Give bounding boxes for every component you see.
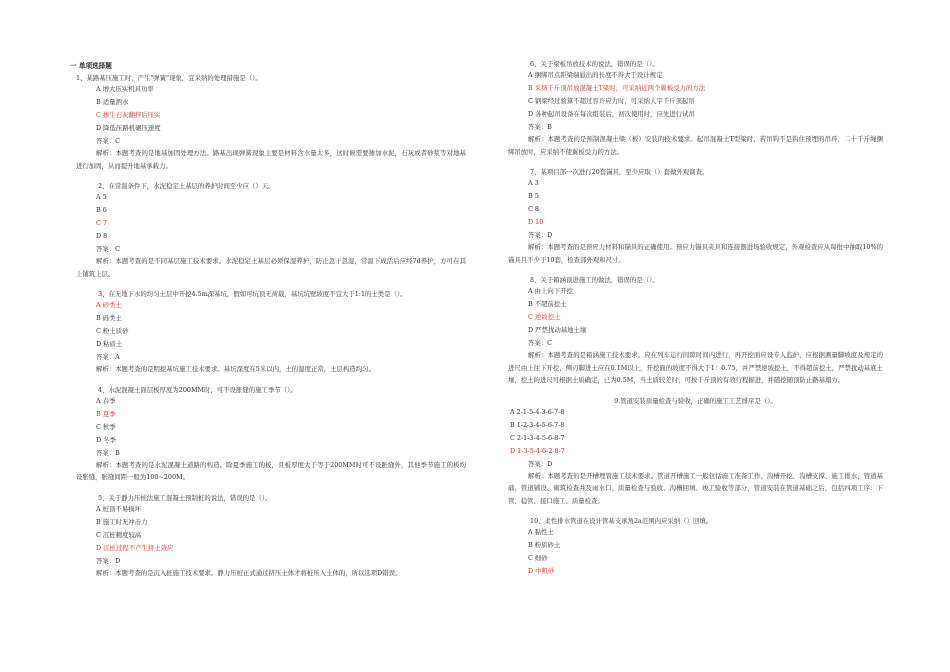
left-column — [70, 60, 466, 589]
answer-option: D 降低压路机碾压速度 — [96, 124, 161, 132]
explanation: 解析：本题考查的是预制混凝土梁（板）安装的技术要求。起吊混凝土T型梁时，若吊钩不是钩住预埋的吊环，二十千斤绳捆绑吊放时，应采纳不使翼板受力的方法。 — [508, 135, 883, 156]
answer-option: B 施工时无冲击力 — [96, 517, 148, 526]
answer-option: C 沉桩精度较高 — [96, 530, 142, 539]
question-block — [76, 74, 466, 172]
question-stem: 1、某路基压施工时，产生"弹簧"现象，宜采纳的处理措施是（）。 — [76, 74, 262, 82]
question-block — [76, 290, 466, 376]
answer-line: 答案：C — [96, 137, 121, 145]
question-stem: 3、在无地下水的均匀土层中开挖4.5m深基坑，假如可坑顶无荷载，基坑坑壁坡度不宜大于1:1的土类是（）。 — [98, 290, 407, 298]
answer-line: 答案：B — [528, 123, 552, 131]
question-block — [508, 168, 883, 266]
right-column — [508, 60, 883, 588]
explanation: 解析：本题考查的是箱涵施工技术要求。应在列车运行间隙时间内进行，再开挖面应设专人监护，应根据测量脚坡度及规定的进尺由上往下开挖，侧刃脚进土应在0.1M以上，开挖面的坡度不得大于1：0.75，并严禁逆坡挖土，不得超前挖土，严禁扰动基底土壤，挖土的进尺可根据土质确定，已为0.5M，当土质较差时，可按千斤顶的有效行程掘进，并随挖随顶防止路基塌方。 — [508, 351, 883, 384]
answer-line: 答案：D — [528, 459, 553, 468]
explanation: 解析：本题考查的是沉入桩施工技术要求。静力压桩正式通过挤压土体才将桩压入土体的，所以选项D错误。 — [96, 568, 402, 577]
question-block — [76, 182, 466, 280]
answer-option: D 10 — [528, 218, 544, 226]
explanation: 解析：本题考查的是开槽埋管施工技术要求。管道开槽施工一般包括施工准备工作、沟槽开挖、沟槽支撑、施工排水、管道基础、管道铺设、砌筑检查井及雨水口、质量检查与验收、沟槽回填、竣工验收等部分，管道安装在管道基础之后，包括四项工序：下管、稳管、接口施工、质量检查。 — [508, 471, 883, 505]
question-block — [508, 60, 883, 158]
answer-option: A 黏性土 — [528, 528, 554, 536]
answer-option: B 5 — [528, 192, 539, 200]
answer-option: C 掺生石灰翻拌后压实 — [96, 111, 161, 119]
answer-option: A 春季 — [96, 396, 116, 405]
explanation: 解析：本题考查的是不同基层施工技术要求。水泥稳定土基层必须保湿养护，防止忽干忽湿，常温下成活后应经7d养护，方可在其上铺筑上层。 — [76, 257, 466, 278]
answer-option: A 5 — [96, 193, 107, 201]
answer-option: D 粘质土 — [96, 340, 123, 348]
explanation: 解析：本题考查的是地基加固处理方法。路基出现弹簧现象主要是材料含水量太多，这时候需要掺加水泥，石灰或者砂浆等对地基进行加固，从而提升地基承载力。 — [76, 149, 466, 170]
answer-option: C 2-1-3-4-5-6-8-7 — [510, 433, 565, 442]
question-block — [508, 397, 883, 508]
question-block — [508, 276, 883, 387]
answer-option: D 冬季 — [96, 435, 116, 444]
answer-option: A 3 — [528, 179, 539, 187]
section-title: 一 单项选择题 — [70, 62, 112, 70]
answer-option: A 由上向下开挖 — [528, 287, 573, 295]
question-block — [76, 494, 466, 580]
answer-option: C 逆坡挖土 — [528, 313, 561, 321]
answer-option: D 严禁扰动基地土壤 — [528, 326, 587, 334]
answer-line: 答案：D — [96, 556, 121, 565]
answer-option: A 增大压实机具功率 — [96, 85, 154, 93]
question-stem: 9.管道安装质量检查与验收，正确的施工工艺排序是（）。 — [614, 396, 777, 405]
answer-option: B 采纳千斤顶吊放混凝土T梁时，可采纳近两个翼板受力的方法 — [528, 84, 706, 92]
question-stem: 7、某项目部一次进行20套锚具，至少应取（）套做外观调查。 — [530, 168, 709, 176]
answer-option: C 钢梁经过验算不超过容许应力时，可采纳人字千斤顶起吊 — [528, 97, 695, 105]
answer-option: B 6 — [96, 206, 107, 214]
answer-line: 答案：D — [528, 231, 553, 239]
explanation: 解析：本题考查的是水泥混凝土道路的构造。除夏季施工的板，且板厚度大于等于200MM时可不设胀缝外，其他季节施工的板均设胀缝，胀缝间距一般为100~200M。 — [76, 460, 466, 481]
answer-option: D 各种起吊设备在每次组装后，初次使用时，应先进行试吊 — [528, 110, 695, 118]
answer-line: 答案：C — [96, 245, 121, 253]
answer-option: C 秋季 — [96, 422, 116, 431]
answer-option: B 夏季 — [96, 409, 116, 418]
answer-option: A 捆绑吊点距梁端悬出的长度不得大于设计规定 — [528, 71, 663, 79]
answer-option: D 8 — [96, 232, 108, 240]
answer-option: D 中粗砂 — [528, 567, 555, 575]
answer-option: B 粉质砂土 — [528, 541, 561, 549]
answer-line: 答案：A — [96, 353, 120, 361]
answer-option: B 砾类土 — [96, 314, 122, 322]
answer-option: C 细砂 — [528, 554, 548, 562]
answer-option: B 1-2-3-4-5-6-7-8 — [510, 420, 565, 429]
answer-line: 答案：B — [96, 448, 120, 457]
question-stem: 6、关于梁板吊放技术的说法，错误的是（）。 — [530, 60, 659, 68]
answer-line: 答案：C — [528, 339, 553, 347]
answer-option: C 粉土质砂 — [96, 327, 129, 335]
question-stem: 4、水泥混凝土面层板厚度为200MM时，可不设胀缝的施工季节（）。 — [98, 385, 297, 394]
explanation: 解析：本题考查的是预应力材料和锚具的正确使用。预应力锚具夹具和连接器进场验收规定，外观检查应从每批中抽取10%的锚具且不少于10套，检查部外观和尺寸。 — [508, 243, 883, 264]
answer-option: A 2-1-5-4-3-6-7-8 — [510, 407, 565, 416]
answer-option: B 适量洒水 — [96, 98, 129, 106]
question-block — [508, 517, 883, 578]
answer-option: D 沉桩过程不产生挤土效应 — [96, 543, 174, 552]
question-block — [76, 386, 466, 484]
question-stem: 2、在常温条件下，水泥稳定土基层的养护时间至少应（）天。 — [98, 182, 275, 190]
explanation: 解析：本题考查的是明挖基坑施工技术要求。基坑深度在5米以内，土的湿度正常，土层构造均匀。 — [96, 365, 375, 373]
answer-option: B 不超前挖土 — [528, 300, 567, 308]
answer-option: C 8 — [528, 205, 539, 213]
question-stem: 8、关于箱涵顶进施工的做法，错误的是（）。 — [530, 276, 659, 284]
answer-option: D 1-3-5-4-6-2-8-7 — [510, 446, 565, 455]
answer-option: A 砂类土 — [96, 301, 122, 309]
question-stem: 5、关于静力压桩法施工混凝土预制桩的说法，错误的是（）。 — [98, 493, 272, 502]
question-stem: 10、柔性排水管道在设计管基支承角2a范围内应采纳（）回填。 — [530, 517, 713, 525]
answer-option: C 7 — [96, 219, 107, 227]
answer-option: A 桩顶不易损坏 — [96, 504, 141, 513]
